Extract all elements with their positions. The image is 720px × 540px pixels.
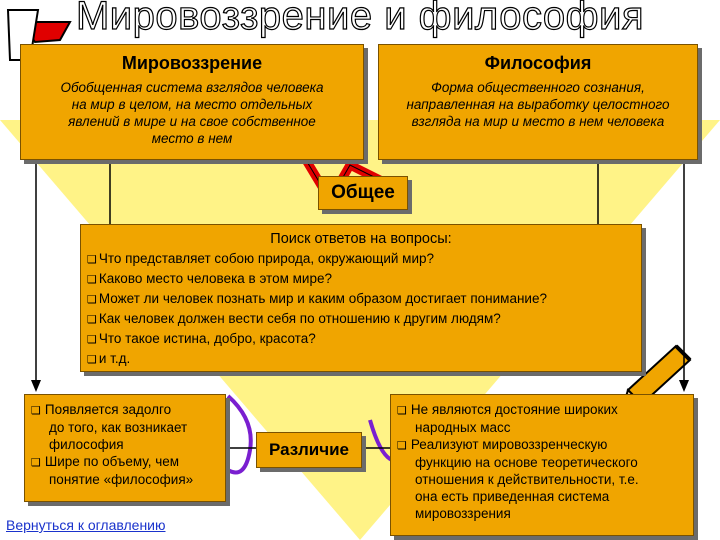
- philosophy-box: [378, 44, 698, 160]
- list-item: ❑ Реализуют мировоззренческую функцию на основе теоретического отношения к действительности, т.е. она есть приведенная система мировоззрения: [397, 437, 639, 521]
- difference-label: Различие: [268, 440, 350, 459]
- worldview-definition: Обобщенная система взглядов человека на мир в целом, на место отдельных явлений в мире и на свое собственное место в нем: [60, 80, 324, 146]
- worldview-heading: Мировоззрение: [121, 53, 263, 73]
- list-item: ❑ Может ли человек познать мир и каким образом достигает понимание?: [87, 291, 547, 306]
- common-questions-box: [80, 224, 642, 372]
- page-title: Мировоззрение и философия: [75, 0, 645, 38]
- philosophy-definition: Форма общественного сознания, направленная на выработку целостного взгляда на мир и место в нем человека: [406, 80, 670, 129]
- philosophy-heading: Философия: [484, 53, 592, 73]
- list-item: ❑ Что такое истина, добро, красота?: [87, 331, 316, 346]
- common-label-box: [318, 176, 408, 210]
- list-item: ❑ и т.д.: [87, 351, 131, 366]
- list-item: ❑ Как человек должен вести себя по отношению к другим людям?: [87, 311, 501, 326]
- philosophy-difference-box: [390, 394, 694, 536]
- list-item: ❑ Шире по объему, чем понятие «философия»: [31, 454, 194, 487]
- common-questions-list: [87, 249, 641, 369]
- difference-label-box: [256, 432, 362, 468]
- common-label: Общее: [331, 182, 395, 203]
- worldview-box: [20, 44, 364, 160]
- list-item: ❑ Не являются достояние широких народных масс: [397, 402, 618, 435]
- common-intro: Поиск ответов на вопросы:: [270, 231, 452, 247]
- list-item: ❑ Появляется задолго до того, как возникает философия: [31, 402, 188, 452]
- worldview-difference-box: [24, 394, 226, 502]
- list-item: ❑ Каково место человека в этом мире?: [87, 271, 332, 286]
- list-item: ❑ Что представляет собою природа, окружающий мир?: [87, 251, 435, 266]
- back-to-contents-link[interactable]: Вернуться к оглавлению: [6, 517, 166, 533]
